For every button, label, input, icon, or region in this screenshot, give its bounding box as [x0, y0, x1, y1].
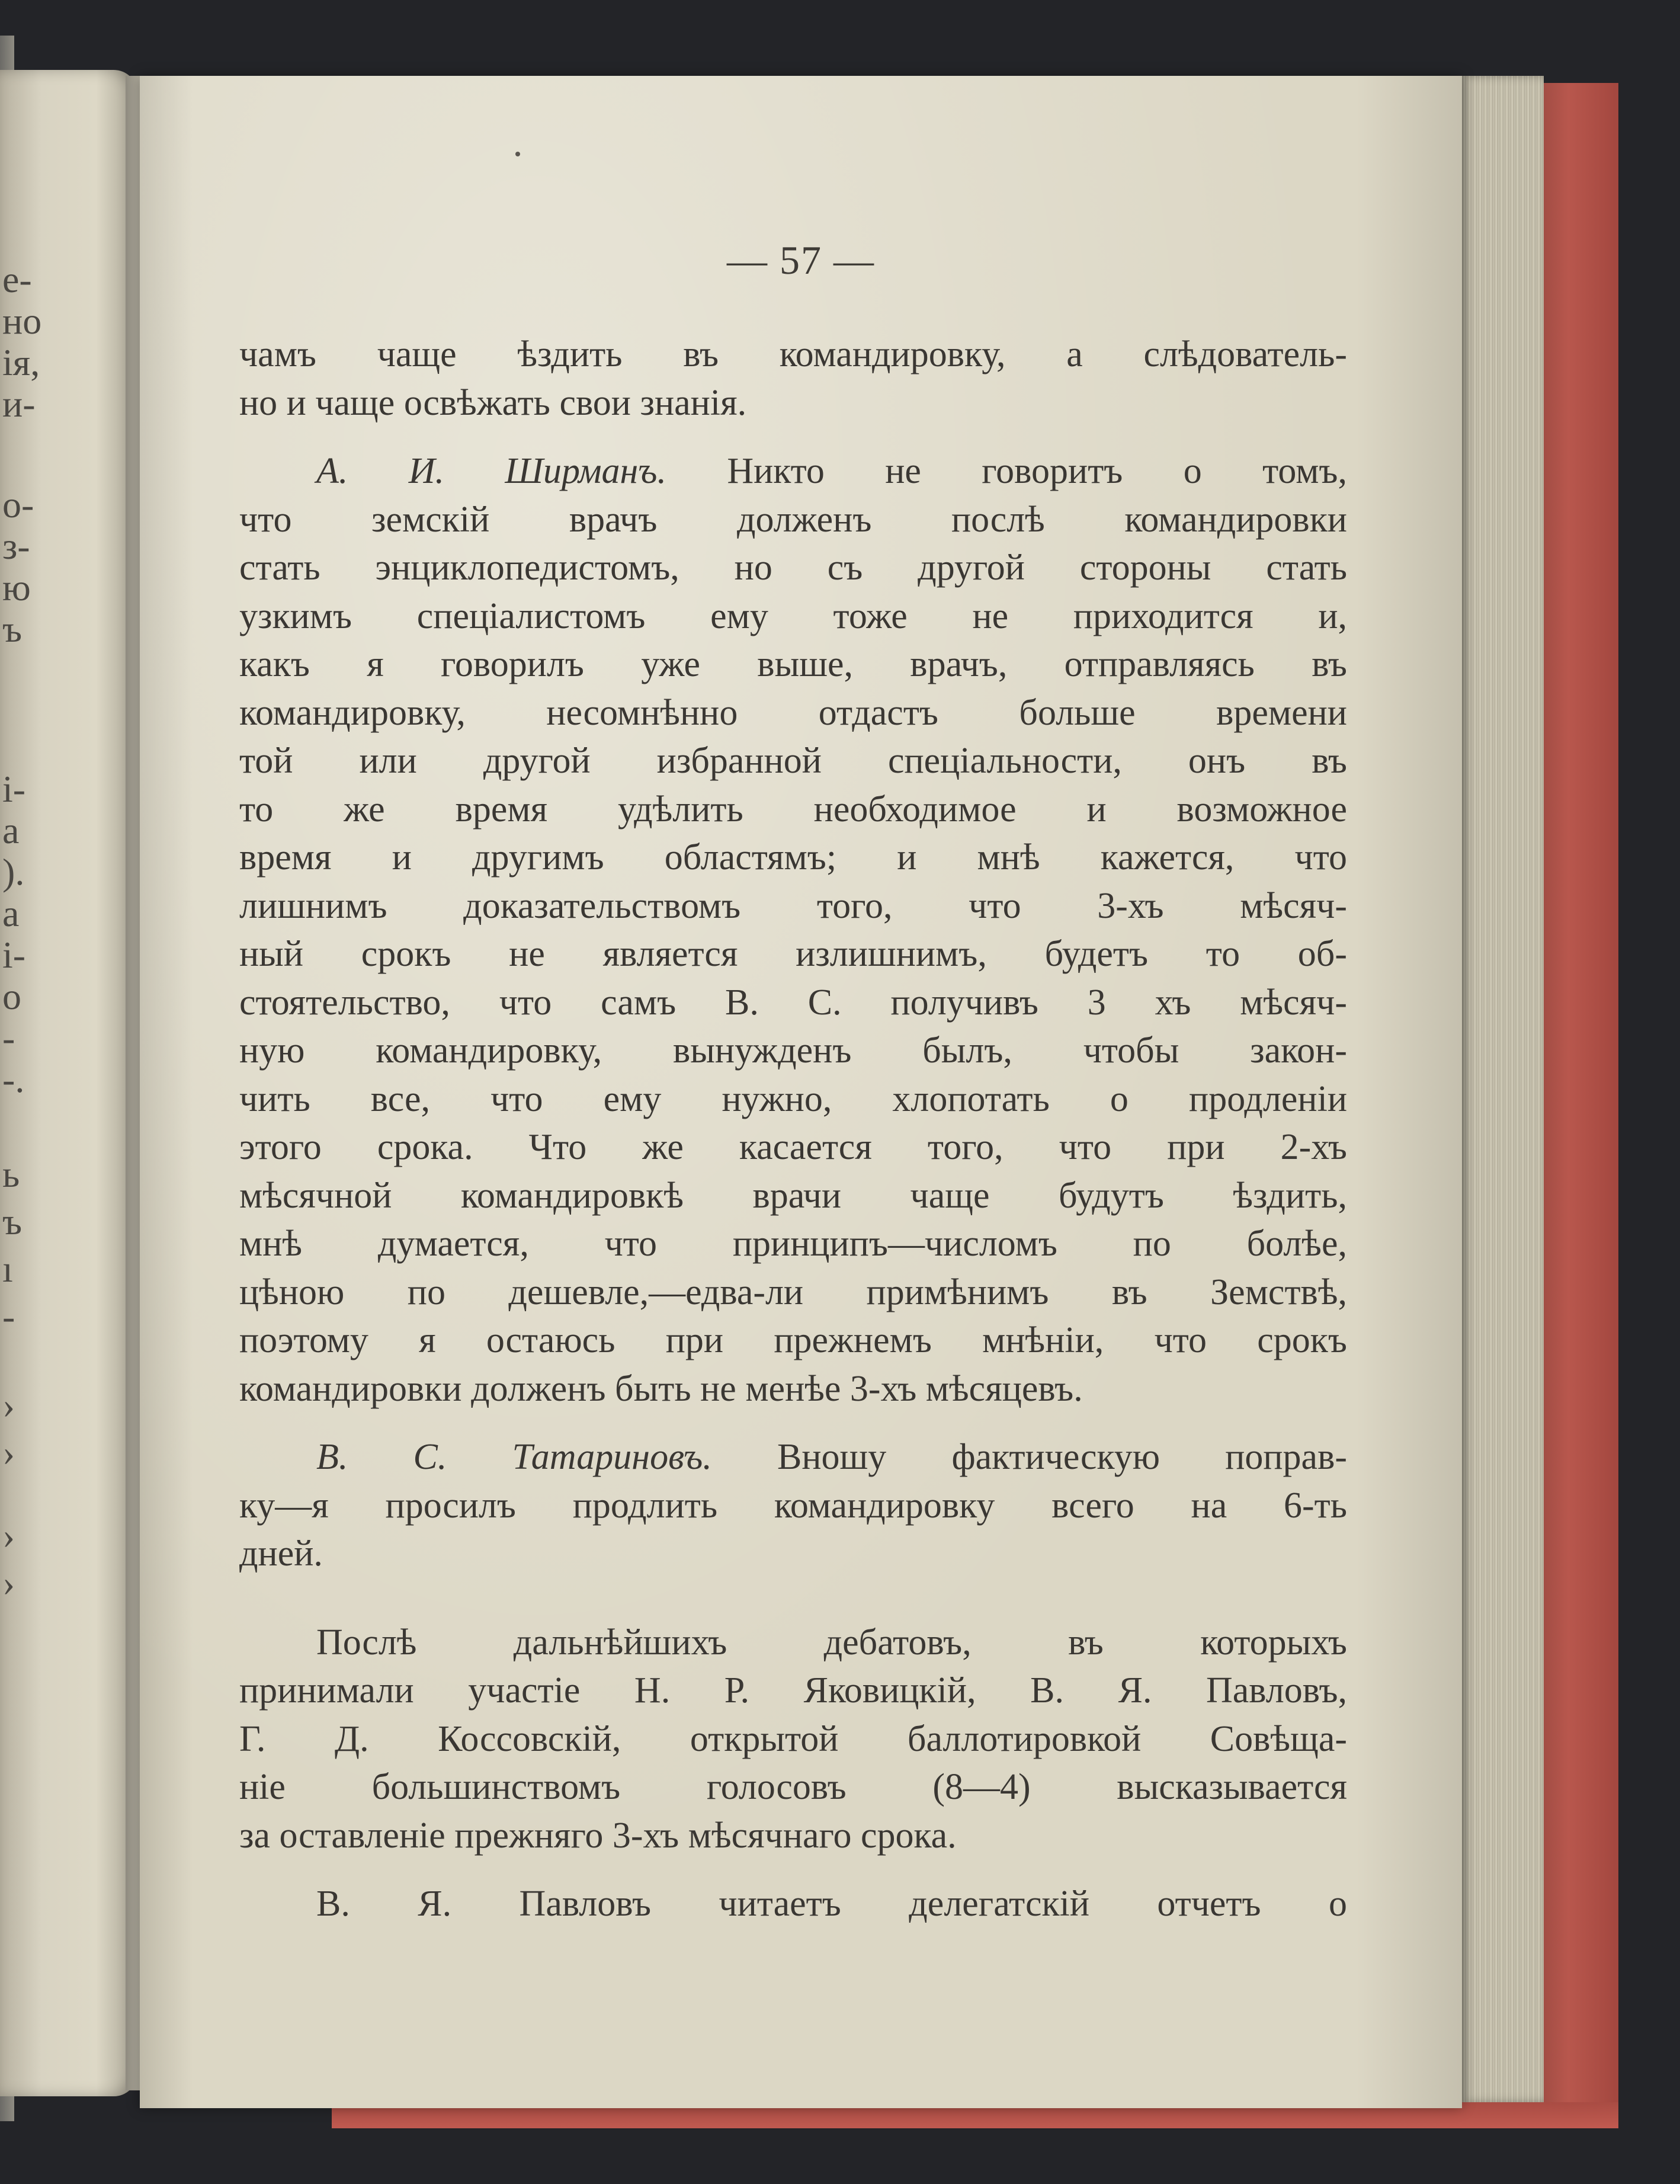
left-page-text-fragment: ъ	[2, 1200, 23, 1242]
text-line	[239, 834, 1347, 882]
line-text: ку—я просилъ продлить командировку всего на 6-ть	[239, 1485, 1347, 1526]
speaker-name: А. И. Ширманъ.	[316, 451, 666, 491]
text-line	[239, 1075, 1347, 1124]
line-text: за оставленіе прежняго 3-хъ мѣсячнаго срока.	[239, 1815, 957, 1856]
line-text: дней.	[239, 1533, 323, 1574]
left-page-text-fragment: ).	[2, 851, 25, 893]
text-line	[239, 1365, 1347, 1414]
text-line	[239, 641, 1347, 689]
text-line	[239, 1220, 1347, 1269]
text-line	[239, 1530, 1347, 1578]
line-text: чить все, что ему нужно, хлопотать о продленіи	[239, 1078, 1347, 1119]
text-line	[239, 786, 1347, 834]
text-line	[239, 447, 1347, 496]
left-page-text-fragment: -	[2, 1295, 15, 1337]
left-page-text-fragment: ı	[2, 1248, 13, 1290]
line-text: цѣною по дешевле,—едва-ли примѣнимъ въ Земствѣ,	[239, 1272, 1347, 1312]
line-text: командировку, несомнѣнно отдастъ больше времени	[239, 692, 1347, 733]
right-page	[140, 76, 1462, 2108]
line-text: стоятельство, что самъ В. С. получивъ 3 хъ мѣсяч-	[239, 982, 1347, 1023]
left-page-text-fragment: ю	[2, 566, 31, 609]
paragraph-gap	[239, 1578, 1347, 1599]
line-text: Вношу фактическую поправ-	[711, 1437, 1347, 1477]
text-line	[239, 1667, 1347, 1715]
line-text: но и чаще освѣжать свои знанія.	[239, 382, 747, 423]
text-line	[239, 979, 1347, 1027]
text-line	[239, 1172, 1347, 1221]
text-line	[239, 1763, 1347, 1812]
line-text: ный срокъ не является излишнимъ, будетъ то об-	[239, 934, 1347, 974]
text-line	[239, 1123, 1347, 1172]
text-line	[239, 331, 1347, 379]
line-text: что земскій врачъ долженъ послѣ командировки	[239, 499, 1347, 540]
line-text: мнѣ думается, что принципъ—числомъ по болѣе,	[239, 1224, 1347, 1264]
text-line	[239, 544, 1347, 593]
line-text: Никто не говоритъ о томъ,	[666, 451, 1347, 491]
page-number: — 57 —	[727, 238, 875, 283]
left-page-text-fragment: з-	[2, 525, 30, 567]
text-line	[239, 1482, 1347, 1530]
line-text: то же время удѣлить необходимое и возможное	[239, 789, 1347, 830]
ink-speck	[515, 152, 520, 156]
text-line	[239, 1812, 1347, 1860]
line-text: Г. Д. Коссовскій, открытой баллотировкой Совѣща-	[239, 1718, 1347, 1759]
left-page-text-fragment: -.	[2, 1058, 25, 1100]
speaker-name: В. С. Татариновъ.	[316, 1437, 712, 1477]
right-cover-edge	[1535, 83, 1618, 2121]
left-page-text-fragment: і-	[2, 768, 26, 810]
left-page-text-fragment: ›	[2, 1562, 15, 1604]
line-text: принимали участіе Н. Р. Яковицкій, В. Я. Павловъ,	[239, 1670, 1347, 1711]
body-text	[239, 331, 1347, 1929]
line-text: стать энциклопедистомъ, но съ другой стороны стать	[239, 547, 1347, 588]
left-page-text-fragment: ъ	[2, 608, 23, 650]
paragraph-gap	[239, 1860, 1347, 1880]
line-text: ную командировку, вынужденъ былъ, чтобы закон-	[239, 1030, 1347, 1071]
line-text: поэтому я остаюсь при прежнемъ мнѣніи, что срокъ	[239, 1320, 1347, 1360]
left-page-text-fragment: о-	[2, 483, 34, 526]
line-text: узкимъ спеціалистомъ ему тоже не приходится и,	[239, 595, 1347, 636]
text-line	[239, 1269, 1347, 1317]
left-page-text-fragment: но	[2, 300, 42, 342]
line-text: командировки долженъ быть не менѣе 3-хъ мѣсяцевъ.	[239, 1368, 1083, 1409]
text-line	[239, 882, 1347, 931]
line-text: той или другой избранной спеціальности, онъ въ	[239, 741, 1347, 781]
text-line	[239, 1027, 1347, 1075]
left-page-text-fragment: і-	[2, 934, 26, 976]
left-page-text-fragment: и-	[2, 383, 36, 425]
left-page-text-fragment: а	[2, 892, 20, 934]
left-page-text-fragment: ›	[2, 1514, 15, 1557]
line-text: время и другимъ областямъ; и мнѣ кажется, что	[239, 837, 1347, 878]
left-page-text-fragment: е-	[2, 258, 32, 300]
text-line	[239, 689, 1347, 738]
text-line	[239, 737, 1347, 786]
left-page	[0, 70, 137, 2096]
line-text: какъ я говорилъ уже выше, врачъ, отправляясь въ	[239, 644, 1347, 684]
line-text: мѣсячной командировкѣ врачи чаще будутъ ѣздить,	[239, 1175, 1347, 1216]
paragraph-gap	[239, 1413, 1347, 1433]
left-page-text-fragment: ь	[2, 1153, 20, 1195]
line-text: Послѣ дальнѣйшихъ дебатовъ, въ которыхъ	[316, 1622, 1347, 1663]
text-line	[239, 1619, 1347, 1667]
text-line	[239, 593, 1347, 641]
text-line	[239, 930, 1347, 979]
left-page-text-fragment: ›	[2, 1384, 15, 1426]
text-line	[239, 1880, 1347, 1929]
text-line	[239, 1433, 1347, 1482]
paragraph-gap	[239, 427, 1347, 447]
left-page-text-fragment: ія,	[2, 341, 40, 383]
left-page-text-fragment: а	[2, 809, 20, 851]
line-text: В. Я. Павловъ читаетъ делегатскій отчетъ о	[316, 1884, 1347, 1924]
left-page-text-fragment: -	[2, 1017, 15, 1059]
line-text: лишнимъ доказательствомъ того, что 3-хъ мѣсяч-	[239, 885, 1347, 926]
text-line	[239, 496, 1347, 545]
line-text: ніе большинствомъ голосовъ (8—4) высказывается	[239, 1767, 1347, 1807]
text-line	[239, 1317, 1347, 1365]
left-page-text-fragment: о	[2, 975, 21, 1017]
line-text: этого срока. Что же касается того, что при 2-хъ	[239, 1127, 1347, 1167]
paragraph-gap	[239, 1599, 1347, 1619]
page-block-edges	[1461, 76, 1544, 2102]
left-page-text-fragment: ›	[2, 1432, 15, 1474]
line-text: чамъ чаще ѣздить въ командировку, а слѣдователь-	[239, 334, 1347, 374]
text-line	[239, 379, 1347, 428]
text-line	[239, 1715, 1347, 1764]
